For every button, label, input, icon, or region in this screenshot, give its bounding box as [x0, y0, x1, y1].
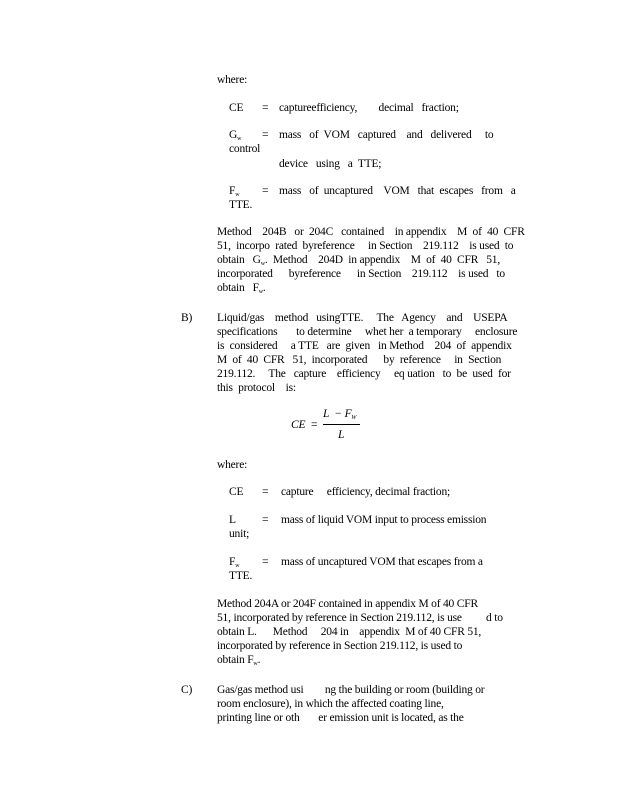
definition-equals: =: [262, 556, 269, 568]
equation-lhs: CE: [291, 419, 306, 431]
where-label: where:: [217, 74, 248, 86]
definition-text: mass of uncaptured VOM that escapes from a: [281, 556, 483, 568]
paragraph-line: obtain $F_w$.: [217, 654, 261, 667]
definition-text: unit;: [229, 528, 250, 540]
paragraph-line: 219.112. The capture efficiency eq uation to be used for: [217, 368, 511, 380]
definition-text: mass of liquid VOM input to process emission: [281, 514, 487, 526]
paragraph-line: obtain $G_w$. Method 204D in appendix M of 40 CFR 51,: [217, 254, 500, 267]
definition-equals: =: [262, 129, 269, 141]
definition-text: TTE.: [229, 570, 253, 582]
section-label-c: C): [181, 684, 193, 696]
paragraph-line: printing line or oth er emission unit is located, as the: [217, 712, 464, 724]
definition-symbol: $F_w$: [229, 185, 240, 198]
paragraph-line: is considered a TTE are given in Method 204 of appendix: [217, 340, 512, 352]
definition-equals: =: [262, 185, 269, 197]
paragraph-line: room enclosure), in which the affected coating line,: [217, 698, 444, 710]
paragraph-line: obtain $F_w$.: [217, 282, 266, 295]
paragraph-line: M of 40 CFR 51, incorporated by reference in Section: [217, 354, 502, 366]
definition-text: mass of uncaptured VOM that escapes from a: [279, 185, 516, 197]
paragraph-line: Method 204A or 204F contained in appendix M of 40 CFR: [217, 598, 478, 610]
paragraph-line: 51, incorpo rated byreference in Section 219.112 is used to: [217, 240, 514, 252]
section-label-b: B): [181, 312, 193, 324]
definition-text: control: [229, 143, 261, 155]
fraction-bar: [323, 424, 360, 425]
definition-symbol: $G_w$: [229, 129, 242, 142]
paragraph-line: specifications to determine whet her a temporary enclosure: [217, 326, 518, 338]
paragraph-line: Gas/gas method usi ng the building or room (building or: [217, 684, 485, 696]
paragraph-line: incorporated by reference in Section 219.112, is used to: [217, 640, 463, 652]
equation-equals: =: [311, 419, 318, 431]
definition-text: capture efficiency, decimal fraction;: [281, 486, 451, 498]
paragraph-line: Liquid/gas method usingTTE. The Agency and USEPA: [217, 312, 508, 324]
definition-symbol: L: [229, 514, 236, 526]
where-label: where:: [217, 459, 248, 471]
paragraph-line: Method 204B or 204C contained in appendix M of 40 CFR: [217, 226, 525, 238]
definition-text: captureefficiency, decimal fraction;: [279, 102, 459, 114]
definition-symbol: $F_w$: [229, 556, 240, 569]
paragraph-line: this protocol is:: [217, 382, 296, 394]
paragraph-line: obtain L. Method 204 in appendix M of 40 CFR 51,: [217, 626, 482, 638]
definition-text: mass of VOM captured and delivered to: [279, 129, 494, 141]
paragraph-line: 51, incorporated by reference in Section 219.112, is use: [217, 612, 462, 624]
equation-numerator: $L - F_W$: [323, 408, 357, 421]
paragraph-line: d to: [486, 612, 503, 624]
paragraph-line: incorporated byreference in Section 219.112 is used to: [217, 268, 505, 280]
definition-symbol: CE: [229, 486, 244, 498]
definition-equals: =: [262, 514, 269, 526]
definition-text: TTE.: [229, 199, 253, 211]
equation-denominator: L: [338, 429, 345, 441]
definition-equals: =: [262, 486, 269, 498]
definition-text: device using a TTE;: [279, 158, 382, 170]
definition-equals: =: [262, 102, 269, 114]
definition-symbol: CE: [229, 102, 244, 114]
